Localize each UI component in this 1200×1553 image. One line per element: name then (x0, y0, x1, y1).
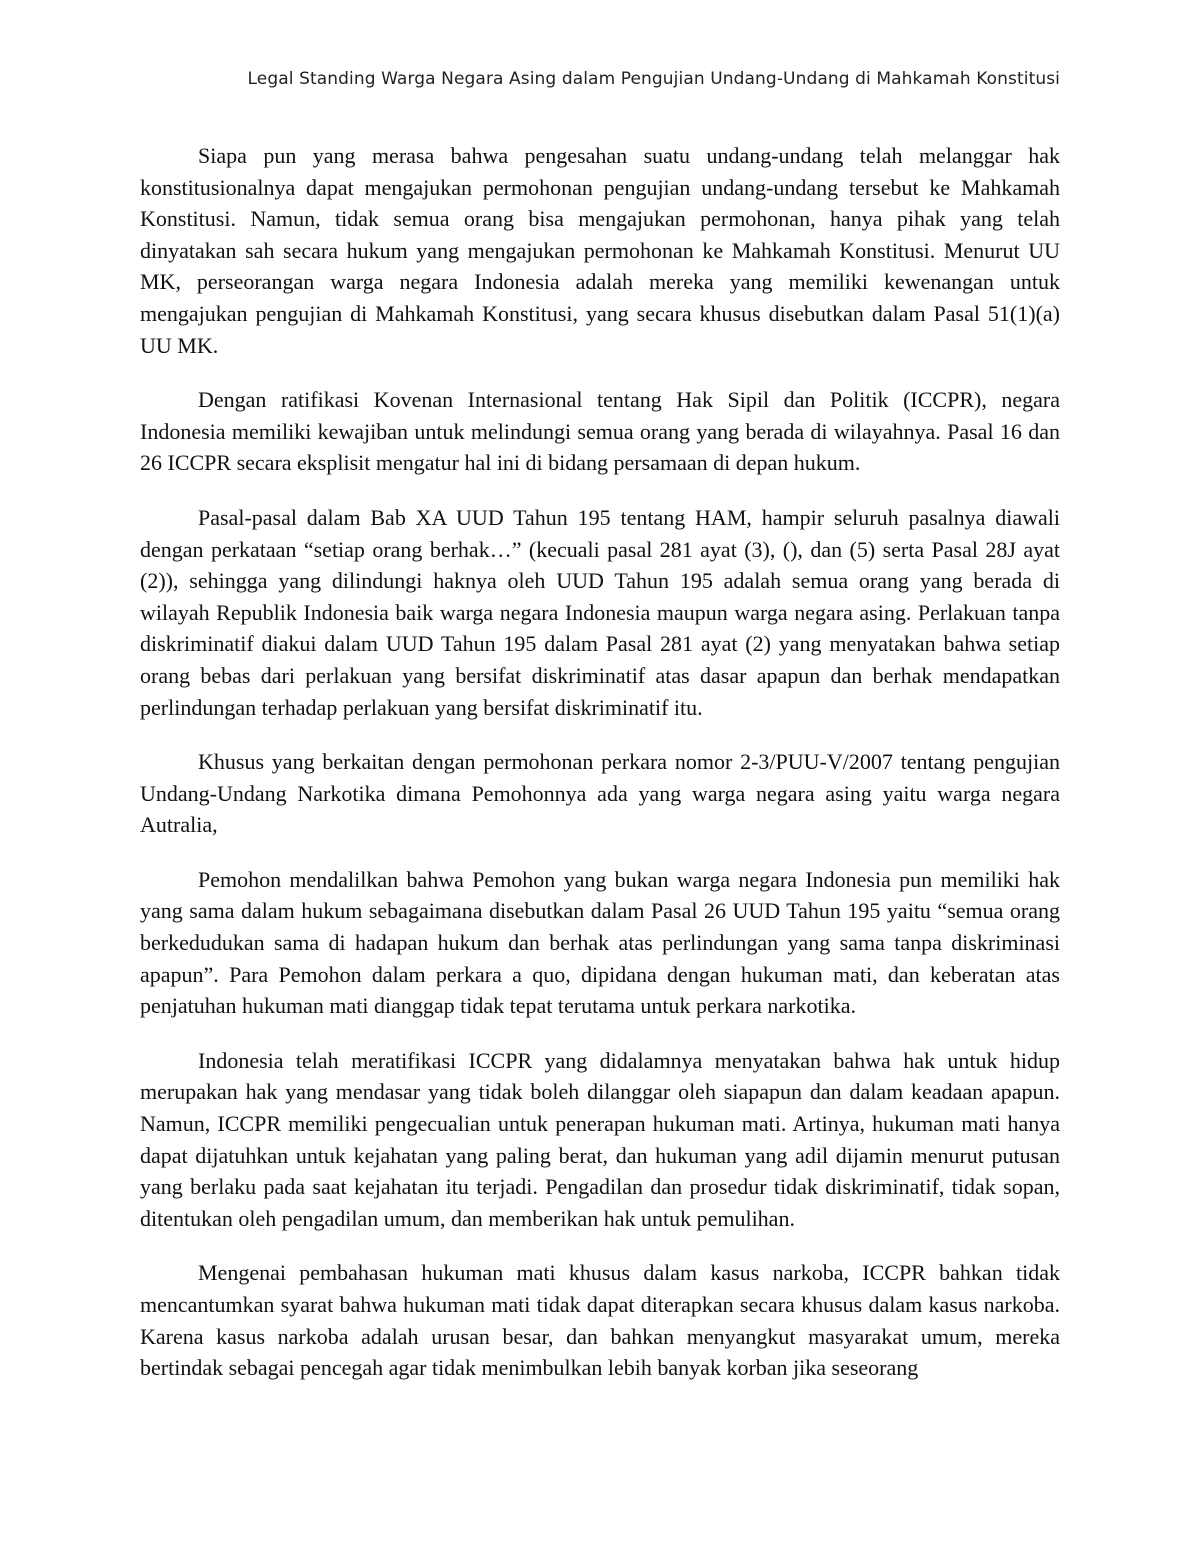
paragraph-perkara-narkotika: Khusus yang berkaitan dengan permohonan perkara nomor 2-3/PUU-V/2007 tentang pengujian Undang-Undang Narkotika dimana Pemohonnya ada yang warga negara asing yaitu warga negara Autralia, (140, 749, 1060, 838)
paragraph-hukuman-mati-narkoba: Mengenai pembahasan hukuman mati khusus dalam kasus narkoba, ICCPR bahkan tidak mencantumkan syarat bahwa hukuman mati tidak dapat diterapkan secara khusus dalam kasus narkoba. Karena kasus narkoba adalah urusan besar, dan bahkan menyangkut masyarakat umum, mereka bertindak sebagai pencegah agar tidak menimbulkan lebih banyak korban jika seseorang (140, 1260, 1060, 1381)
body-text (140, 140, 1060, 1384)
paragraph-dalil-pemohon: Pemohon mendalilkan bahwa Pemohon yang bukan warga negara Indonesia pun memiliki hak yang sama dalam hukum sebagaimana disebutkan dalam Pasal 26 UUD Tahun 195 yaitu “semua orang berkedudukan sama di hadapan hukum dan berhak atas perlindungan yang sama tanpa diskriminasi apapun”. Para Pemohon dalam perkara a quo, dipidana dengan hukuman mati, dan keberatan atas penjatuhan hukuman mati dianggap tidak tepat terutama untuk perkara narkotika. (140, 866, 1060, 1019)
running-header: Legal Standing Warga Negara Asing dalam Pengujian Undang-Undang di Mahkamah Konstitusi (247, 69, 1060, 89)
paragraph-uud-ham: Pasal-pasal dalam Bab XA UUD Tahun 195 tentang HAM, hampir seluruh pasalnya diawali dengan perkataan “setiap orang berhak…” (kecuali pasal 281 ayat (3), (), dan (5) serta Pasal 28J ayat (2)), sehingga yang dilindungi haknya oleh UUD Tahun 195 adalah semua orang yang berada di wilayah Republik Indonesia baik warga negara Indonesia maupun warga negara asing. Perlakuan tanpa diskriminatif diakui dalam UUD Tahun 195 dalam Pasal 281 ayat (2) yang menyatakan bahwa setiap orang bebas dari perlakuan yang bersifat diskriminatif atas dasar apapun dan berhak mendapatkan perlindungan terhadap perlakuan yang bersifat diskriminatif itu. (140, 504, 1060, 720)
paragraph-iccpr-ratification: Dengan ratifikasi Kovenan Internasional tentang Hak Sipil dan Politik (ICCPR), negara Indonesia memiliki kewajiban untuk melindungi semua orang yang berada di wilayahnya. Pasal 16 dan 26 ICCPR secara eksplisit mengatur hal ini di bidang persamaan di depan hukum. (140, 387, 1060, 476)
paragraph-hak-hidup: Indonesia telah meratifikasi ICCPR yang didalamnya menyatakan bahwa hak untuk hidup merupakan hak yang mendasar yang tidak boleh dilanggar oleh siapapun dan dalam keadaan apapun. Namun, ICCPR memiliki pengecualian untuk penerapan hukuman mati. Artinya, hukuman mati hanya dapat dijatuhkan untuk kejahatan yang paling berat, dan hukuman yang adil dijamin menurut putusan yang berlaku pada saat kejahatan itu terjadi. Pengadilan dan prosedur tidak diskriminatif, tidak sopan, ditentukan oleh pengadilan umum, dan memberikan hak untuk pemulihan. (140, 1047, 1060, 1231)
paragraph-legal-standing: Siapa pun yang merasa bahwa pengesahan suatu undang-undang telah melanggar hak konstitusionalnya dapat mengajukan permohonan pengujian undang-undang tersebut ke Mahkamah Konstitusi. Namun, tidak semua orang bisa mengajukan permohonan, hanya pihak yang telah dinyatakan sah secara hukum yang mengajukan permohonan ke Mahkamah Konstitusi. Menurut UU MK, perseorangan warga negara Indonesia adalah mereka yang memiliki kewenangan untuk mengajukan pengujian di Mahkamah Konstitusi, yang secara khusus disebutkan dalam Pasal 51(1)(a) UU MK. (140, 143, 1060, 358)
